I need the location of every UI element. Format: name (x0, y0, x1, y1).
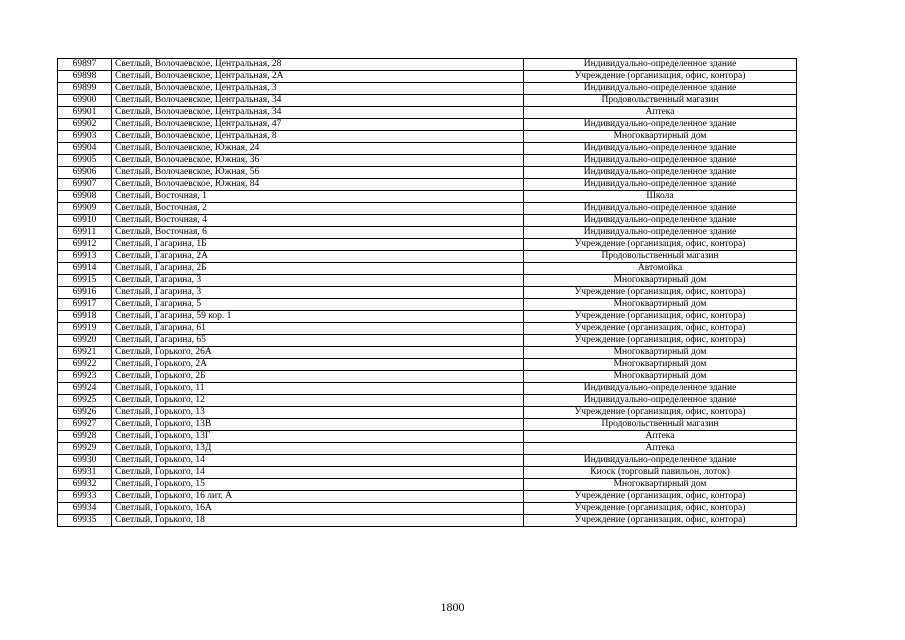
table-row (58, 167, 797, 179)
row-address-cell: Светлый, Гагарина, 1Б (112, 239, 524, 251)
row-id-cell: 69903 (58, 131, 112, 143)
table-row (58, 131, 797, 143)
row-address-cell: Светлый, Гагарина, 2А (112, 251, 524, 263)
row-id-cell: 69924 (58, 383, 112, 395)
row-id-cell: 69929 (58, 443, 112, 455)
row-type-cell: Индивидуально-определенное здание (524, 143, 797, 155)
row-id-cell: 69928 (58, 431, 112, 443)
row-type-cell: Учреждение (организация, офис, контора) (524, 323, 797, 335)
row-type-cell: Аптека (524, 443, 797, 455)
row-address-cell: Светлый, Горького, 13В (112, 419, 524, 431)
table-row (58, 227, 797, 239)
row-id-cell: 69927 (58, 419, 112, 431)
row-id-cell: 69904 (58, 143, 112, 155)
row-type-cell: Аптека (524, 431, 797, 443)
row-id-cell: 69915 (58, 275, 112, 287)
row-id-cell: 69905 (58, 155, 112, 167)
row-id-cell: 69910 (58, 215, 112, 227)
table-row (58, 59, 797, 71)
row-id-cell: 69899 (58, 83, 112, 95)
table-row (58, 95, 797, 107)
row-address-cell: Светлый, Горького, 16А (112, 503, 524, 515)
row-address-cell: Светлый, Волочаевское, Центральная, 34 (112, 107, 524, 119)
table-row (58, 215, 797, 227)
row-address-cell: Светлый, Горького, 11 (112, 383, 524, 395)
row-address-cell: Светлый, Волочаевское, Южная, 24 (112, 143, 524, 155)
row-id-cell: 69930 (58, 455, 112, 467)
row-type-cell: Многоквартирный дом (524, 131, 797, 143)
table-row (58, 347, 797, 359)
row-address-cell: Светлый, Гагарина, 3 (112, 275, 524, 287)
table-row (58, 239, 797, 251)
row-type-cell: Учреждение (организация, офис, контора) (524, 239, 797, 251)
row-address-cell: Светлый, Волочаевское, Центральная, 3 (112, 83, 524, 95)
row-type-cell: Продовольственный магазин (524, 419, 797, 431)
row-address-cell: Светлый, Горького, 18 (112, 515, 524, 527)
row-address-cell: Светлый, Волочаевское, Центральная, 8 (112, 131, 524, 143)
row-type-cell: Индивидуально-определенное здание (524, 383, 797, 395)
row-type-cell: Индивидуально-определенное здание (524, 119, 797, 131)
row-type-cell: Индивидуально-определенное здание (524, 83, 797, 95)
row-id-cell: 69935 (58, 515, 112, 527)
row-address-cell: Светлый, Волочаевское, Центральная, 34 (112, 95, 524, 107)
row-id-cell: 69901 (58, 107, 112, 119)
table-row (58, 431, 797, 443)
row-id-cell: 69898 (58, 71, 112, 83)
row-type-cell: Индивидуально-определенное здание (524, 155, 797, 167)
row-type-cell: Индивидуально-определенное здание (524, 203, 797, 215)
row-id-cell: 69934 (58, 503, 112, 515)
row-address-cell: Светлый, Гагарина, 5 (112, 299, 524, 311)
row-type-cell: Многоквартирный дом (524, 299, 797, 311)
row-id-cell: 69932 (58, 479, 112, 491)
page-number: 1800 (440, 600, 465, 614)
row-address-cell: Светлый, Горького, 15 (112, 479, 524, 491)
row-type-cell: Учреждение (организация, офис, контора) (524, 491, 797, 503)
row-type-cell: Продовольственный магазин (524, 95, 797, 107)
table-row (58, 191, 797, 203)
table-row (58, 299, 797, 311)
row-type-cell: Продовольственный магазин (524, 251, 797, 263)
row-type-cell: Многоквартирный дом (524, 479, 797, 491)
row-type-cell: Учреждение (организация, офис, контора) (524, 71, 797, 83)
registry-table (57, 58, 797, 527)
row-address-cell: Светлый, Волочаевское, Центральная, 2А (112, 71, 524, 83)
row-id-cell: 69917 (58, 299, 112, 311)
table-row (58, 455, 797, 467)
table-row (58, 491, 797, 503)
table-row (58, 479, 797, 491)
row-address-cell: Светлый, Горького, 2А (112, 359, 524, 371)
table-row (58, 155, 797, 167)
table-row (58, 263, 797, 275)
row-type-cell: Учреждение (организация, офис, контора) (524, 311, 797, 323)
row-address-cell: Светлый, Горького, 26А (112, 347, 524, 359)
row-address-cell: Светлый, Волочаевское, Южная, 84 (112, 179, 524, 191)
table-row (58, 407, 797, 419)
row-type-cell: Учреждение (организация, офис, контора) (524, 503, 797, 515)
row-id-cell: 69900 (58, 95, 112, 107)
table-row (58, 467, 797, 479)
row-type-cell: Многоквартирный дом (524, 371, 797, 383)
table-row (58, 71, 797, 83)
row-type-cell: Автомойка (524, 263, 797, 275)
row-type-cell: Учреждение (организация, офис, контора) (524, 287, 797, 299)
row-type-cell: Индивидуально-определенное здание (524, 455, 797, 467)
table-row (58, 419, 797, 431)
row-address-cell: Светлый, Горького, 16 лит. А (112, 491, 524, 503)
row-id-cell: 69918 (58, 311, 112, 323)
row-id-cell: 69902 (58, 119, 112, 131)
row-address-cell: Светлый, Волочаевское, Южная, 56 (112, 167, 524, 179)
table-row (58, 119, 797, 131)
row-address-cell: Светлый, Гагарина, 3 (112, 287, 524, 299)
row-type-cell: Многоквартирный дом (524, 347, 797, 359)
row-address-cell: Светлый, Волочаевское, Центральная, 47 (112, 119, 524, 131)
row-address-cell: Светлый, Горького, 13Д (112, 443, 524, 455)
row-type-cell: Многоквартирный дом (524, 275, 797, 287)
row-address-cell: Светлый, Гагарина, 65 (112, 335, 524, 347)
row-address-cell: Светлый, Гагарина, 2Б (112, 263, 524, 275)
row-type-cell: Киоск (торговый павильон, лоток) (524, 467, 797, 479)
row-id-cell: 69933 (58, 491, 112, 503)
row-id-cell: 69913 (58, 251, 112, 263)
row-address-cell: Светлый, Гагарина, 61 (112, 323, 524, 335)
row-type-cell: Многоквартирный дом (524, 359, 797, 371)
row-address-cell: Светлый, Восточная, 2 (112, 203, 524, 215)
table-row (58, 383, 797, 395)
table-row (58, 335, 797, 347)
table-row (58, 251, 797, 263)
table-row (58, 275, 797, 287)
table-row (58, 203, 797, 215)
row-id-cell: 69920 (58, 335, 112, 347)
row-type-cell: Индивидуально-определенное здание (524, 179, 797, 191)
row-id-cell: 69914 (58, 263, 112, 275)
table-row (58, 371, 797, 383)
row-id-cell: 69907 (58, 179, 112, 191)
row-type-cell: Учреждение (организация, офис, контора) (524, 407, 797, 419)
table-row (58, 443, 797, 455)
row-id-cell: 69919 (58, 323, 112, 335)
row-address-cell: Светлый, Горького, 14 (112, 467, 524, 479)
row-address-cell: Светлый, Горького, 2Б (112, 371, 524, 383)
table-row (58, 107, 797, 119)
row-type-cell: Аптека (524, 107, 797, 119)
table-row (58, 323, 797, 335)
registry-table-body (58, 59, 797, 527)
table-row (58, 179, 797, 191)
table-row (58, 503, 797, 515)
row-id-cell: 69897 (58, 59, 112, 71)
row-address-cell: Светлый, Горького, 14 (112, 455, 524, 467)
row-id-cell: 69926 (58, 407, 112, 419)
row-address-cell: Светлый, Горького, 13Г (112, 431, 524, 443)
row-id-cell: 69931 (58, 467, 112, 479)
row-type-cell: Индивидуально-определенное здание (524, 59, 797, 71)
row-address-cell: Светлый, Волочаевское, Центральная, 28 (112, 59, 524, 71)
row-id-cell: 69921 (58, 347, 112, 359)
table-row (58, 83, 797, 95)
row-id-cell: 69909 (58, 203, 112, 215)
table-row (58, 143, 797, 155)
row-address-cell: Светлый, Волочаевское, Южная, 36 (112, 155, 524, 167)
table-row (58, 395, 797, 407)
row-type-cell: Учреждение (организация, офис, контора) (524, 515, 797, 527)
row-address-cell: Светлый, Восточная, 1 (112, 191, 524, 203)
row-type-cell: Индивидуально-определенное здание (524, 167, 797, 179)
table-row (58, 359, 797, 371)
row-address-cell: Светлый, Гагарина, 59 кор. 1 (112, 311, 524, 323)
row-address-cell: Светлый, Горького, 12 (112, 395, 524, 407)
table-row (58, 515, 797, 527)
row-address-cell: Светлый, Горького, 13 (112, 407, 524, 419)
row-type-cell: Учреждение (организация, офис, контора) (524, 335, 797, 347)
row-type-cell: Индивидуально-определенное здание (524, 227, 797, 239)
row-id-cell: 69923 (58, 371, 112, 383)
row-address-cell: Светлый, Восточная, 4 (112, 215, 524, 227)
row-id-cell: 69916 (58, 287, 112, 299)
row-type-cell: Школа (524, 191, 797, 203)
row-id-cell: 69912 (58, 239, 112, 251)
row-type-cell: Индивидуально-определенное здание (524, 215, 797, 227)
row-id-cell: 69922 (58, 359, 112, 371)
row-type-cell: Индивидуально-определенное здание (524, 395, 797, 407)
row-id-cell: 69911 (58, 227, 112, 239)
row-address-cell: Светлый, Восточная, 6 (112, 227, 524, 239)
row-id-cell: 69908 (58, 191, 112, 203)
row-id-cell: 69906 (58, 167, 112, 179)
row-id-cell: 69925 (58, 395, 112, 407)
table-row (58, 311, 797, 323)
table-row (58, 287, 797, 299)
